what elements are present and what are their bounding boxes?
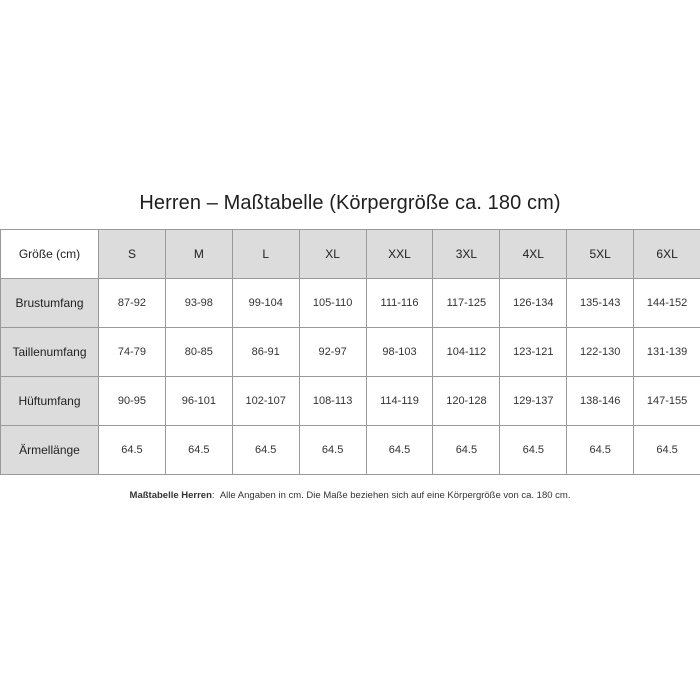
row-label: Ärmellänge xyxy=(1,426,99,475)
size-header: 6XL xyxy=(634,230,700,279)
table-cell: 117-125 xyxy=(433,279,500,328)
table-cell: 64.5 xyxy=(634,426,700,475)
footnote xyxy=(0,490,700,501)
size-table xyxy=(0,229,700,475)
table-header-row xyxy=(1,230,700,279)
size-header: XXL xyxy=(366,230,433,279)
size-header: 4XL xyxy=(500,230,567,279)
table-cell: 114-119 xyxy=(366,377,433,426)
footnote-separator: : xyxy=(211,490,215,501)
table-cell: 86-91 xyxy=(232,328,299,377)
table-cell: 64.5 xyxy=(299,426,366,475)
size-header: 5XL xyxy=(567,230,634,279)
table-cell: 90-95 xyxy=(99,377,166,426)
table-cell: 108-113 xyxy=(299,377,366,426)
row-label: Hüftumfang xyxy=(1,377,99,426)
table-row xyxy=(1,328,700,377)
size-header: S xyxy=(99,230,166,279)
table-cell: 98-103 xyxy=(366,328,433,377)
size-header: XL xyxy=(299,230,366,279)
table-cell: 93-98 xyxy=(165,279,232,328)
table-cell: 64.5 xyxy=(567,426,634,475)
page-title: Herren – Maßtabelle (Körpergröße ca. 180 cm) xyxy=(139,192,561,214)
table-cell: 87-92 xyxy=(99,279,166,328)
table-cell: 96-101 xyxy=(165,377,232,426)
row-label: Taillenumfang xyxy=(1,328,99,377)
corner-label: Größe (cm) xyxy=(1,230,99,279)
table-cell: 64.5 xyxy=(366,426,433,475)
table-cell: 126-134 xyxy=(500,279,567,328)
table-cell: 102-107 xyxy=(232,377,299,426)
table-cell: 123-121 xyxy=(500,328,567,377)
table-cell: 105-110 xyxy=(299,279,366,328)
table-cell: 104-112 xyxy=(433,328,500,377)
size-header: L xyxy=(232,230,299,279)
size-header: 3XL xyxy=(433,230,500,279)
table-cell: 64.5 xyxy=(165,426,232,475)
row-label: Brustumfang xyxy=(1,279,99,328)
table-row xyxy=(1,279,700,328)
table-row xyxy=(1,377,700,426)
table-cell: 129-137 xyxy=(500,377,567,426)
table-row xyxy=(1,426,700,475)
table-cell: 64.5 xyxy=(99,426,166,475)
table-cell: 131-139 xyxy=(634,328,700,377)
table-cell: 138-146 xyxy=(567,377,634,426)
table-cell: 92-97 xyxy=(299,328,366,377)
table-cell: 135-143 xyxy=(567,279,634,328)
table-cell: 64.5 xyxy=(500,426,567,475)
table-cell: 111-116 xyxy=(366,279,433,328)
table-cell: 99-104 xyxy=(232,279,299,328)
table-cell: 144-152 xyxy=(634,279,700,328)
footnote-text: Alle Angaben in cm. Die Maße beziehen sich auf eine Körpergröße von ca. 180 cm. xyxy=(219,490,571,501)
table-cell: 80-85 xyxy=(165,328,232,377)
footnote-label: Maßtabelle Herren xyxy=(129,490,212,501)
size-header: M xyxy=(165,230,232,279)
table-cell: 120-128 xyxy=(433,377,500,426)
table-cell: 147-155 xyxy=(634,377,700,426)
table-cell: 64.5 xyxy=(433,426,500,475)
table-cell: 74-79 xyxy=(99,328,166,377)
table-cell: 122-130 xyxy=(567,328,634,377)
table-cell: 64.5 xyxy=(232,426,299,475)
